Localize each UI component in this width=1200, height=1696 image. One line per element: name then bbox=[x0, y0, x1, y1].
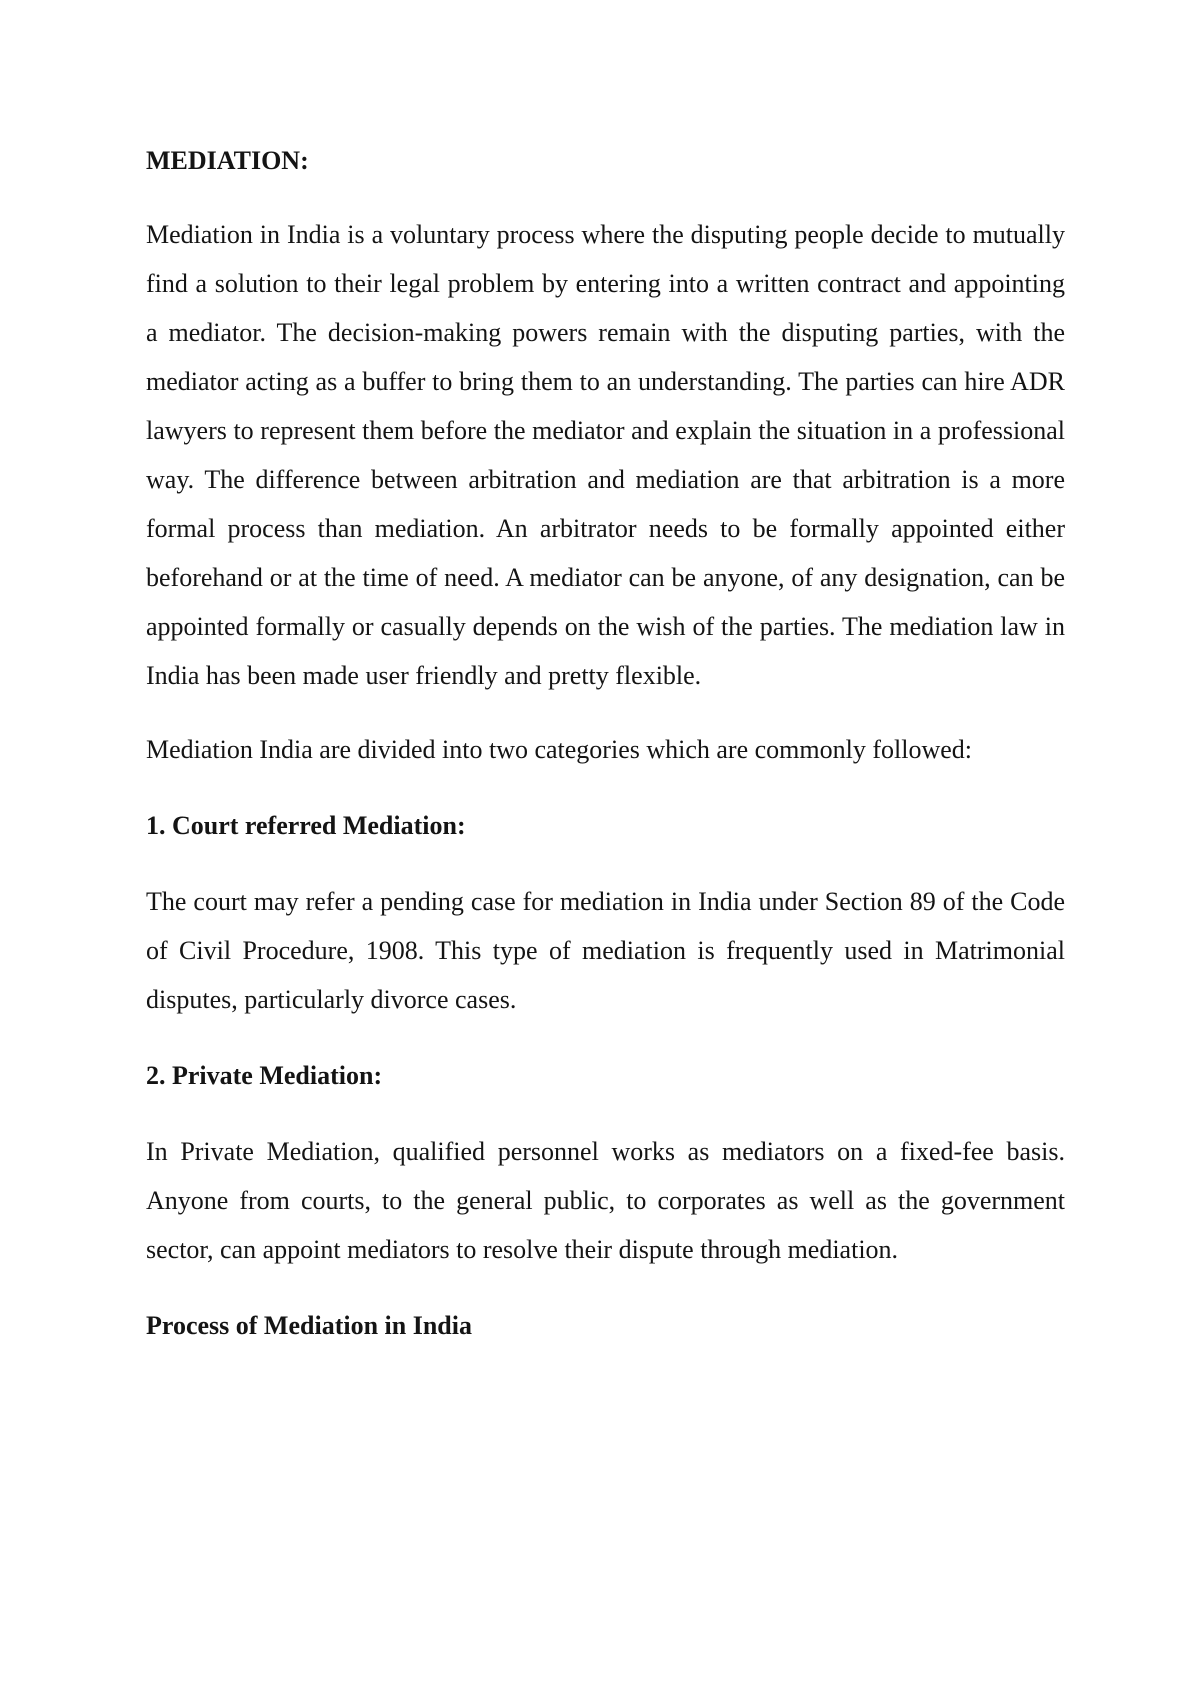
categories-intro-paragraph: Mediation India are divided into two categories which are commonly followed: bbox=[146, 735, 972, 764]
document-body bbox=[146, 136, 1065, 1350]
section-body-court-referred: The court may refer a pending case for mediation in India under Section 89 of the Code of Civil Procedure, 1908. This type of mediation is frequently used in Matrimonial disputes, particularly divorce cases. bbox=[146, 887, 1065, 1014]
section-heading-court-referred: 1. Court referred Mediation: bbox=[146, 811, 466, 840]
document-title: MEDIATION: bbox=[146, 146, 309, 175]
intro-paragraph: Mediation in India is a voluntary process where the disputing people decide to mutually find a solution to their legal problem by entering into a written contract and appointing a mediator. The decision-making powers remain with the disputing parties, with the mediator acting as a buffer to bring them to an understanding. The parties can hire ADR lawyers to represent them before the mediator and explain the situation in a professional way. The difference between arbitration and mediation are that arbitration is a more formal process than mediation. An arbitrator needs to be formally appointed either beforehand or at the time of need. A mediator can be anyone, of any designation, can be appointed formally or casually depends on the wish of the parties. The mediation law in India has been made user friendly and pretty flexible. bbox=[146, 220, 1065, 690]
process-heading: Process of Mediation in India bbox=[146, 1311, 472, 1340]
section-body-private: In Private Mediation, qualified personnel works as mediators on a fixed-fee basis. Anyone from courts, to the general public, to corporates as well as the government sector, can appoint mediators to resolve their dispute through mediation. bbox=[146, 1137, 1065, 1264]
section-heading-private: 2. Private Mediation: bbox=[146, 1061, 383, 1090]
